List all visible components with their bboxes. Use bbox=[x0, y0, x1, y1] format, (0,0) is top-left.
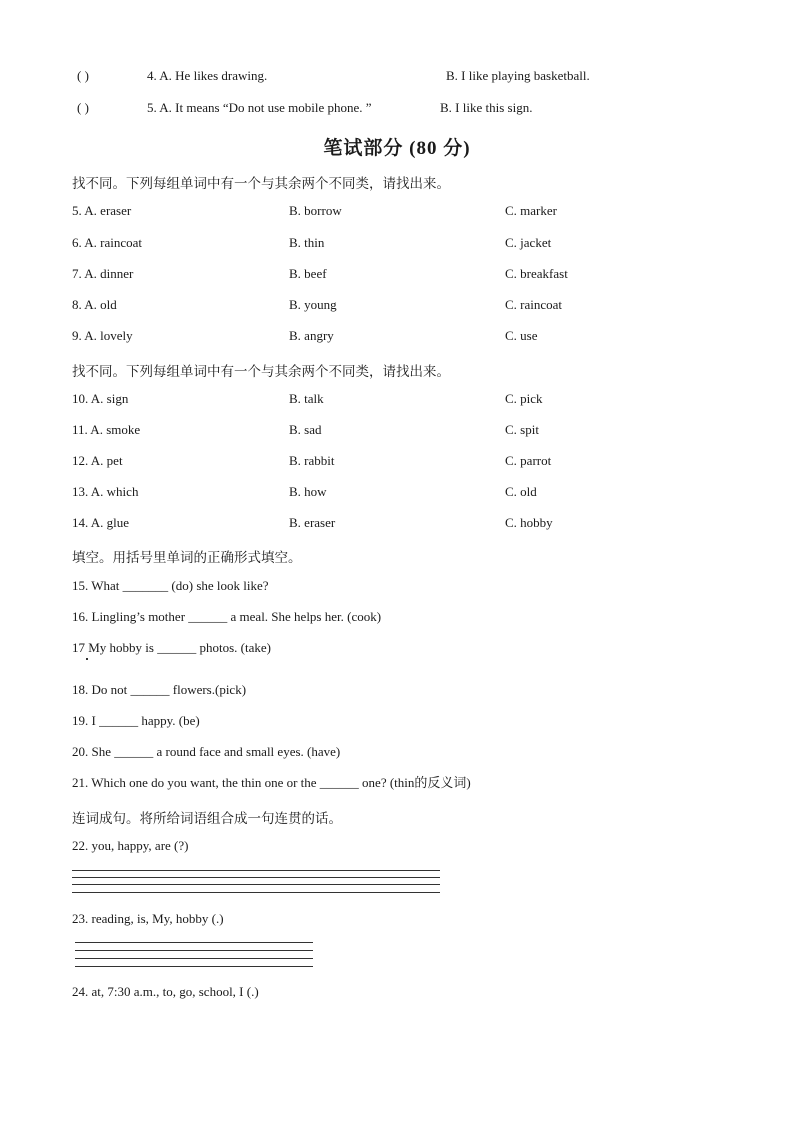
section-heading: 笔试部分 (80 分) bbox=[323, 138, 471, 159]
answer-line[interactable] bbox=[72, 870, 440, 871]
fill-blank-question[interactable]: 17 My hobby is ______ photos. (take) bbox=[72, 640, 271, 655]
listening-option-a: 4. A. He likes drawing. bbox=[147, 68, 268, 83]
fill-blank-question[interactable]: 18. Do not ______ flowers.(pick) bbox=[72, 682, 247, 697]
word-order-question: 24. at, 7:30 a.m., to, go, school, I (.) bbox=[72, 984, 259, 999]
question-option-b: B. rabbit bbox=[289, 453, 335, 468]
fill-blank-question[interactable]: 15. What _______ (do) she look like? bbox=[72, 578, 269, 593]
word-order-question: 23. reading, is, My, hobby (.) bbox=[72, 911, 224, 926]
answer-line[interactable] bbox=[75, 958, 313, 959]
section-instruction: 找不同。下列每组单词中有一个与其余两个不同类，请找出来。 bbox=[72, 364, 450, 380]
question-option-b: B. sad bbox=[289, 422, 322, 437]
fill-blank-question[interactable]: 21. Which one do you want, the thin one or the ______ one? (thin的反义词) bbox=[72, 775, 471, 790]
stray-period-mark bbox=[86, 658, 88, 660]
question-option-c: C. parrot bbox=[505, 453, 552, 468]
question-option-c: C. spit bbox=[505, 422, 539, 437]
answer-bracket[interactable]: ( ) bbox=[77, 68, 89, 83]
answer-line[interactable] bbox=[72, 877, 440, 878]
question-option-c: C. use bbox=[505, 328, 538, 343]
question-option-a: 11. A. smoke bbox=[72, 422, 141, 437]
question-option-c: C. jacket bbox=[505, 235, 552, 250]
listening-option-b: B. I like this sign. bbox=[440, 100, 533, 115]
fill-blank-question[interactable]: 16. Lingling’s mother ______ a meal. She helps her. (cook) bbox=[72, 609, 382, 624]
answer-line[interactable] bbox=[72, 892, 440, 893]
question-option-a: 8. A. old bbox=[72, 297, 117, 312]
section-instruction: 连词成句。将所给词语组合成一句连贯的话。 bbox=[72, 811, 342, 827]
question-option-c: C. hobby bbox=[505, 515, 553, 530]
question-option-c: C. breakfast bbox=[505, 266, 568, 281]
question-option-b: B. young bbox=[289, 297, 337, 312]
question-option-a: 10. A. sign bbox=[72, 391, 129, 406]
question-option-b: B. borrow bbox=[289, 203, 342, 218]
section-instruction: 填空。用括号里单词的正确形式填空。 bbox=[72, 550, 302, 566]
question-option-c: C. marker bbox=[505, 203, 557, 218]
question-option-a: 9. A. lovely bbox=[72, 328, 133, 343]
word-order-question: 22. you, happy, are (?) bbox=[72, 838, 189, 853]
question-option-a: 12. A. pet bbox=[72, 453, 123, 468]
question-option-b: B. how bbox=[289, 484, 327, 499]
question-option-b: B. eraser bbox=[289, 515, 336, 530]
question-option-b: B. angry bbox=[289, 328, 334, 343]
question-option-a: 14. A. glue bbox=[72, 515, 130, 530]
fill-blank-question[interactable]: 19. I ______ happy. (be) bbox=[72, 713, 200, 728]
question-option-c: C. raincoat bbox=[505, 297, 563, 312]
question-option-a: 13. A. which bbox=[72, 484, 139, 499]
answer-line[interactable] bbox=[75, 950, 313, 951]
question-option-a: 5. A. eraser bbox=[72, 203, 132, 218]
answer-line[interactable] bbox=[75, 966, 313, 967]
listening-option-b: B. I like playing basketball. bbox=[446, 68, 590, 83]
question-option-b: B. talk bbox=[289, 391, 324, 406]
fill-blank-question[interactable]: 20. She ______ a round face and small eyes. (have) bbox=[72, 744, 341, 759]
answer-line[interactable] bbox=[75, 942, 313, 943]
answer-bracket[interactable]: ( ) bbox=[77, 100, 89, 115]
answer-line[interactable] bbox=[72, 884, 440, 885]
section-instruction: 找不同。下列每组单词中有一个与其余两个不同类，请找出来。 bbox=[72, 176, 450, 192]
listening-option-a: 5. A. It means “Do not use mobile phone. ” bbox=[147, 100, 372, 115]
question-option-b: B. beef bbox=[289, 266, 327, 281]
question-option-a: 7. A. dinner bbox=[72, 266, 134, 281]
question-option-b: B. thin bbox=[289, 235, 325, 250]
question-option-c: C. old bbox=[505, 484, 537, 499]
question-option-c: C. pick bbox=[505, 391, 543, 406]
question-option-a: 6. A. raincoat bbox=[72, 235, 143, 250]
